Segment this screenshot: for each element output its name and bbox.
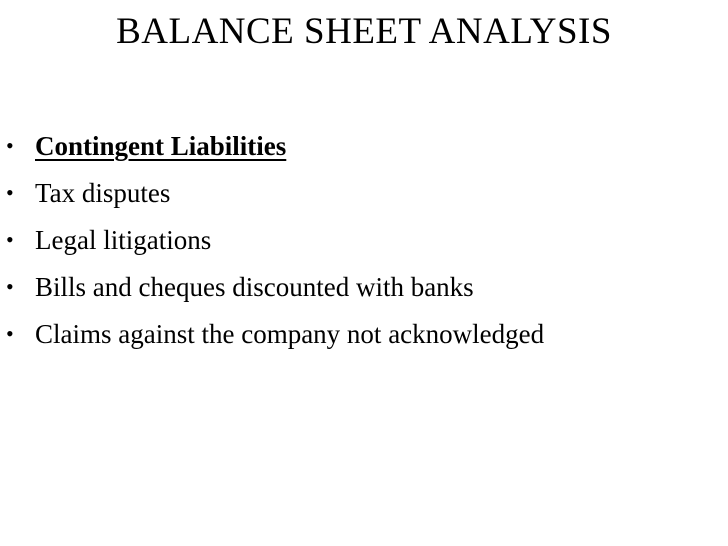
- bullet-text: Claims against the company not acknowledged: [35, 319, 545, 349]
- bullet-text: Bills and cheques discounted with banks: [35, 272, 474, 302]
- bullet-text: Legal litigations: [35, 225, 212, 255]
- bullet-icon: •: [6, 321, 14, 346]
- bullet-item-claims-against-company: [0, 315, 728, 362]
- bullet-item-contingent-liabilities: [0, 127, 728, 174]
- bullet-heading: Contingent Liabilities: [35, 131, 287, 161]
- bullet-item-legal-litigations: [0, 221, 728, 268]
- bullet-list: [0, 127, 728, 362]
- bullet-icon: •: [6, 227, 14, 252]
- bullet-item-bills-and-cheques: [0, 268, 728, 315]
- bullet-icon: •: [6, 274, 14, 299]
- bullet-item-tax-disputes: [0, 174, 728, 221]
- bullet-text: Tax disputes: [35, 178, 171, 208]
- bullet-icon: •: [6, 180, 14, 205]
- bullet-icon: •: [6, 133, 14, 158]
- slide-title: BALANCE SHEET ANALYSIS: [116, 11, 612, 52]
